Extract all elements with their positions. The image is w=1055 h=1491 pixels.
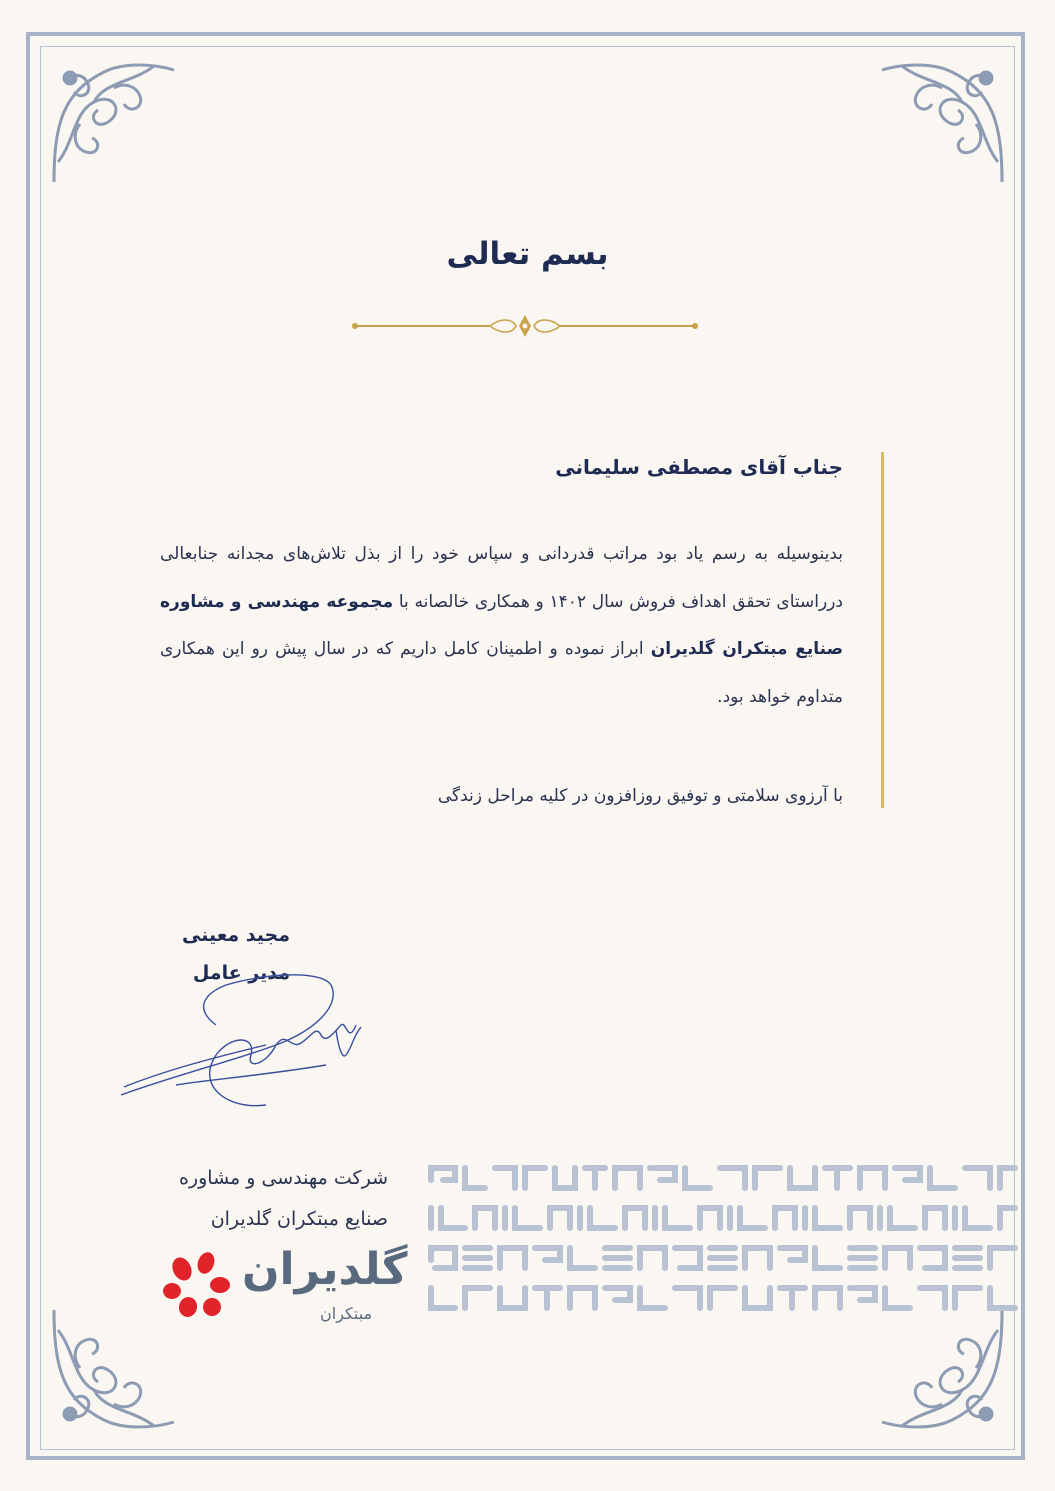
corner-ornament-icon <box>872 52 1012 192</box>
company-line2: صنایع مبتکران گلدیران <box>210 1208 388 1230</box>
signer-name: مجید معینی <box>181 924 290 946</box>
closing-line: با آرزوی سلامتی و توفیق روزافزون در کلیه مراحل زندگی <box>437 786 843 806</box>
corner-ornament-icon <box>872 1300 1012 1440</box>
company-address-block <box>150 1158 388 1240</box>
corner-ornament-icon <box>44 52 184 192</box>
body-company-name: مجموعه مهندسی و مشاوره صنایع مبتکران گلدیران <box>160 591 843 659</box>
signer-position: مدیر عامل <box>192 962 290 984</box>
letter-body <box>160 531 843 721</box>
gold-divider-ornament-icon <box>350 312 700 340</box>
handwritten-signature <box>116 965 366 1110</box>
decorative-pattern <box>425 1160 1020 1320</box>
gold-vertical-rule <box>881 452 884 808</box>
body-text-part1: بدینوسیله به رسم یاد بود مراتب قدردانی و سپاس خود را از بذل تلاش‌های مجدانه جنابعالی درراستای تحقق اهداف فروش سال ۱۴۰۲ و همکاری خالصانه با <box>160 544 843 612</box>
logo-wordmark: گلدیران <box>242 1244 408 1295</box>
addressee: جناب آقای مصطفی سلیمانی <box>555 455 843 479</box>
company-line1: شرکت مهندسی و مشاوره <box>178 1167 388 1189</box>
document-title: بسم تعالی <box>446 236 609 272</box>
logo-subtext: مبتکران <box>320 1304 373 1323</box>
body-text-part2: ابراز نموده و اطمینان کامل داریم که در سال پیش رو این همکاری متداوم خواهد بود. <box>160 639 843 707</box>
